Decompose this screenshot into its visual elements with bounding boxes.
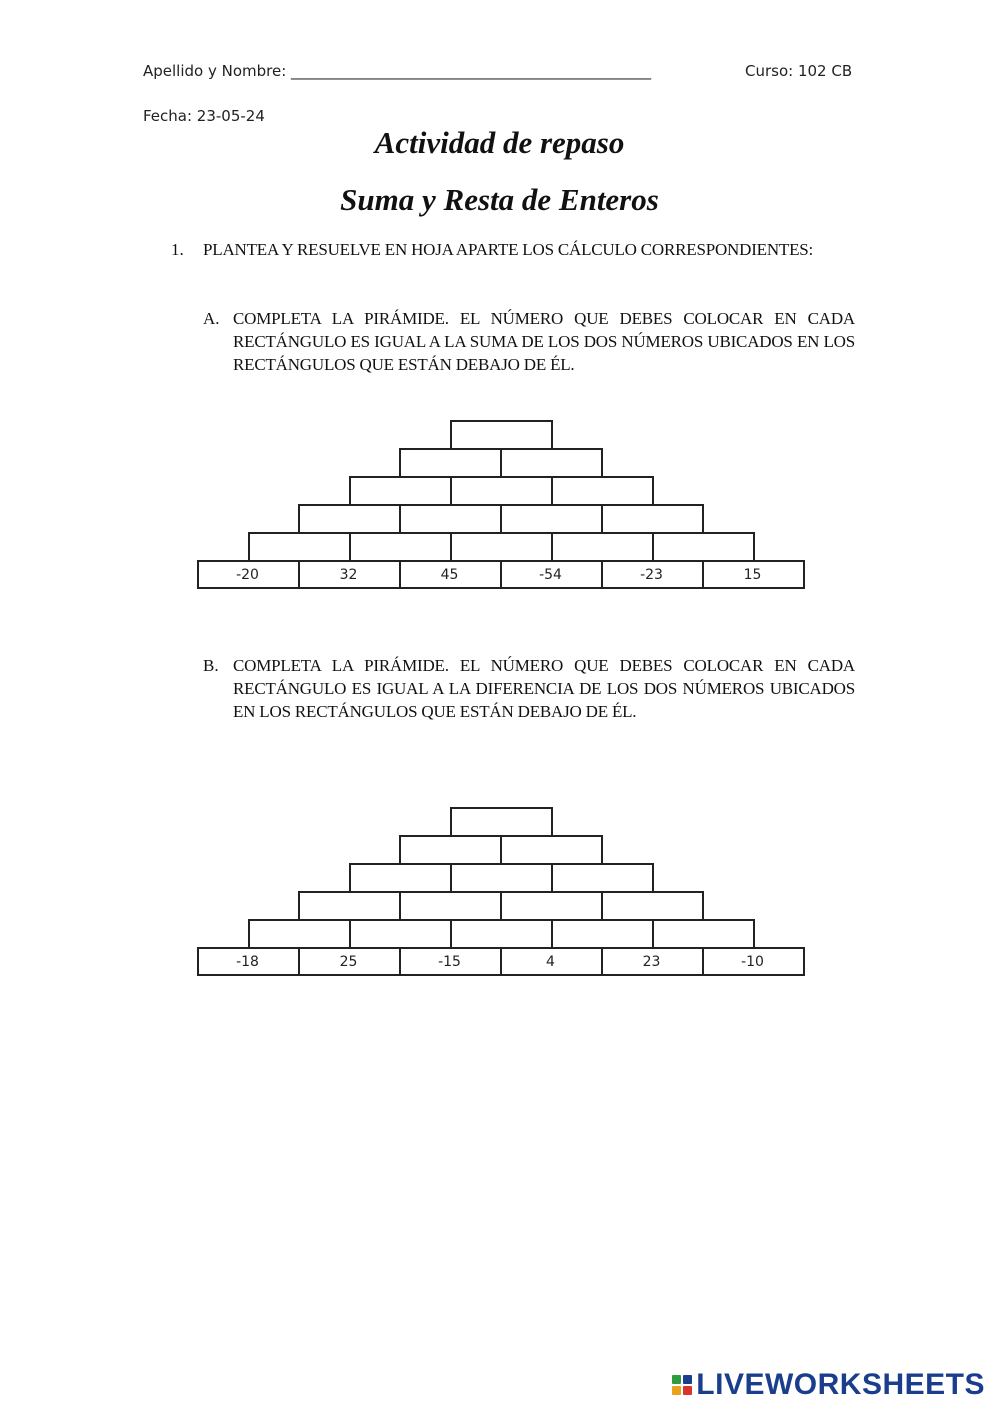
pyramid-b-base-cell: 25 <box>339 954 358 970</box>
page-subtitle: Suma y Resta de Enteros <box>340 182 659 217</box>
pyramid-b-answer-box[interactable] <box>500 835 603 865</box>
pyramid-a-answer-box[interactable] <box>298 504 401 534</box>
pyramid-a-base-cell: 45 <box>440 567 459 583</box>
pyramid-a-answer-box[interactable] <box>551 532 654 562</box>
logo-text: LIVEWORKSHEETS <box>696 1368 985 1401</box>
item-number: 1. <box>171 240 184 259</box>
pyramid-b-answer-box[interactable] <box>248 919 351 949</box>
pyramid-a-answer-box[interactable] <box>349 476 452 506</box>
pyramid-a-answer-box[interactable] <box>399 448 502 478</box>
section-a-instruction: COMPLETA LA PIRÁMIDE. EL NÚMERO QUE DEBES COLOCAR EN CADA RECTÁNGULO ES IGUAL A LA SUMA DE LOS DOS NÚMEROS UBICADOS EN LOS RECTÁNGULOS QUE ESTÁN DEBAJO DE ÉL. <box>233 309 855 374</box>
pyramid-a-base-cell: -23 <box>640 567 663 583</box>
pyramid-a-base-cell: 32 <box>339 567 358 583</box>
pyramid-a-answer-box[interactable] <box>349 532 452 562</box>
pyramid-a-answer-box[interactable] <box>652 532 755 562</box>
pyramid-a-answer-box[interactable] <box>500 448 603 478</box>
pyramid-b-base-cell: 23 <box>642 954 661 970</box>
pyramid-b-answer-box[interactable] <box>298 891 401 921</box>
pyramid-b-base-cell: -15 <box>438 954 461 970</box>
section-b-marker: B. <box>203 656 219 675</box>
section-a-marker: A. <box>203 309 220 328</box>
pyramid-a-answer-box[interactable] <box>450 420 553 450</box>
pyramid-a-answer-box[interactable] <box>399 504 502 534</box>
pyramid-b-answer-box[interactable] <box>399 891 502 921</box>
section-b-instruction: COMPLETA LA PIRÁMIDE. EL NÚMERO QUE DEBES COLOCAR EN CADA RECTÁNGULO ES IGUAL A LA DIFERENCIA DE LOS DOS NÚMEROS UBICADOS EN LOS RECTÁNGULOS QUE ESTÁN DEBAJO DE ÉL. <box>233 656 855 721</box>
pyramid-b-answer-box[interactable] <box>349 919 452 949</box>
pyramid-b-base-cell: -18 <box>236 954 259 970</box>
page-title: Actividad de repaso <box>374 125 625 160</box>
pyramid-a-base-cell: -20 <box>236 567 259 583</box>
pyramid-b-answer-box[interactable] <box>450 919 553 949</box>
pyramid-b-answer-box[interactable] <box>349 863 452 893</box>
pyramid-b-answer-box[interactable] <box>500 891 603 921</box>
pyramid-b-answer-box[interactable] <box>450 807 553 837</box>
pyramid-b-base-cell: 4 <box>546 954 555 970</box>
pyramid-a-answer-box[interactable] <box>248 532 351 562</box>
date-label: Fecha: 23-05-24 <box>143 107 265 125</box>
pyramid-b-answer-box[interactable] <box>652 919 755 949</box>
pyramid-a-answer-box[interactable] <box>500 504 603 534</box>
pyramid-b-answer-box[interactable] <box>551 863 654 893</box>
pyramid-a-base-cell: 15 <box>743 567 762 583</box>
pyramid-b-answer-box[interactable] <box>450 863 553 893</box>
pyramid-a-base-cell: -54 <box>539 567 562 583</box>
pyramid-a-answer-box[interactable] <box>551 476 654 506</box>
logo-icon <box>672 1375 692 1395</box>
pyramid-b-answer-box[interactable] <box>399 835 502 865</box>
course-label: Curso: 102 CB <box>745 62 853 80</box>
pyramid-b-answer-box[interactable] <box>601 891 704 921</box>
pyramid-b-base-cell: -10 <box>741 954 764 970</box>
pyramid-a-answer-box[interactable] <box>601 504 704 534</box>
pyramid-a-answer-box[interactable] <box>450 532 553 562</box>
pyramid-a-answer-box[interactable] <box>450 476 553 506</box>
pyramid-b-answer-box[interactable] <box>551 919 654 949</box>
liveworksheets-logo <box>672 1368 985 1402</box>
main-instruction: PLANTEA Y RESUELVE EN HOJA APARTE LOS CÁLCULO CORRESPONDIENTES: <box>203 240 814 259</box>
name-field-label: Apellido y Nombre: ________________________________________________ <box>143 62 652 80</box>
